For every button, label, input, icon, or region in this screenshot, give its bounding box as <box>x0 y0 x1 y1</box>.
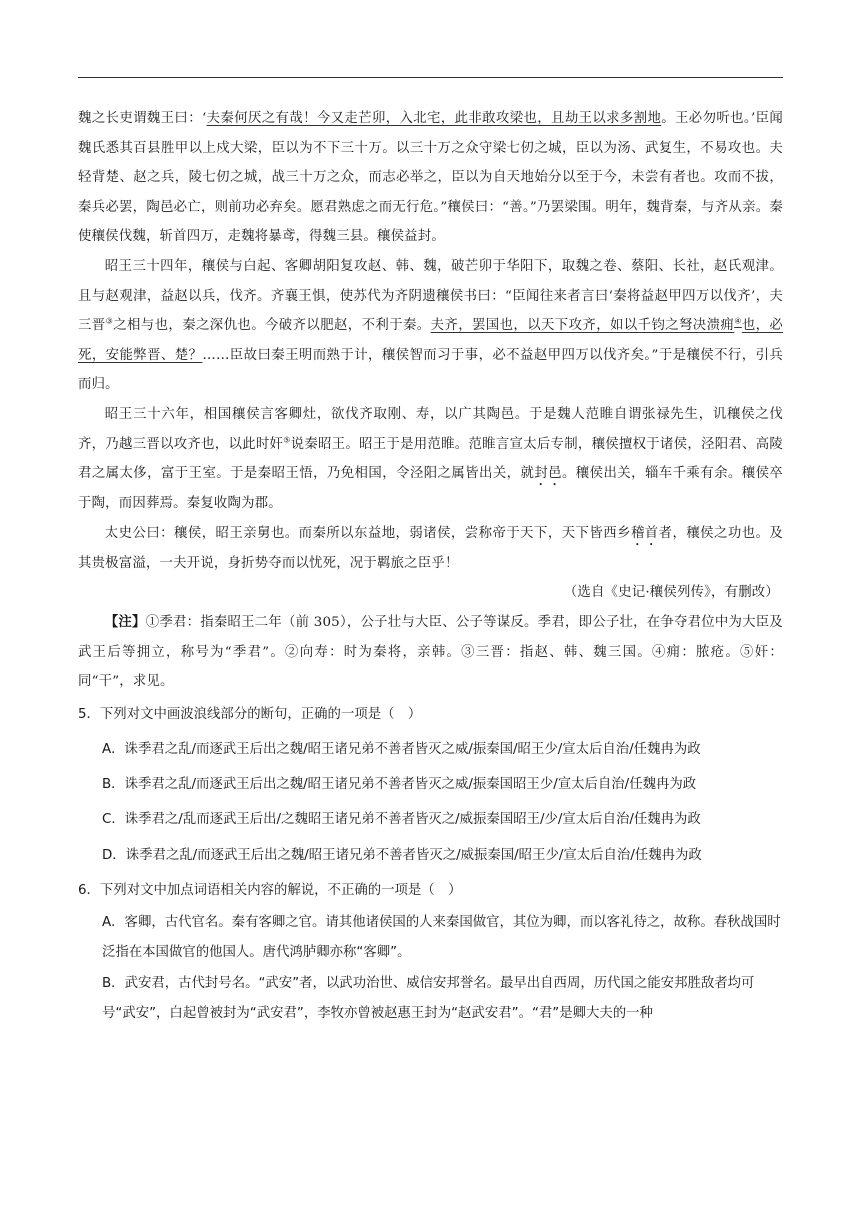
passage-paragraph-3 <box>78 400 783 519</box>
passage-paragraph-4 <box>78 519 783 579</box>
p3-text-a: 昭王三十六年，相国穰侯言客卿灶，欲伐齐取刚、寿，以广其陶邑。于是魏人范睢自谓张禄先生，讥穰侯之伐齐，乃越三晋以攻齐也，以此时奸 <box>78 406 783 452</box>
question-6-option-a[interactable]: A．客卿，古代官名。秦有客卿之官。请其他诸侯国的人来秦国做官，其位为卿，而以客礼待之，故称。春秋战国时泛指在本国做官的他国人。唐代鸿胪卿亦称“客卿”。 <box>102 914 781 961</box>
p3-text-b: 说秦昭王。昭王于是用范睢。范睢言宣太后专制，穰侯擅权于诸侯，泾阳君、高陵君之属太侈，富于王室。于是秦昭王悟，乃免相国，令泾阳之属皆出关，就 <box>78 436 784 482</box>
p1-text-a: 魏之长吏谓魏王曰：‘ <box>78 111 207 126</box>
p1-text-b: 。王必勿听也。’臣闻魏氏悉其百县胜甲以上戍大梁，臣以为不下三十万。以三十万之众守梁七仞之城，臣以为汤、武复生，不易攻也。夫轻背楚、赵之兵，陵七仞之城，战三十万之众，而志必举之，臣以为自天地始分以至于今，未尝有者也。攻而不拔，秦兵必罢，陶邑必亡，则前功必弃矣。愿君熟虑之而无行危。”穰侯曰：“善。”乃罢梁围。明年，魏背秦，与齐从亲。秦使穰侯伐魏，斩首四万，走魏将暴鸢，得魏三县。穰侯益封。 <box>78 111 783 245</box>
p2-text-b: 之相与也，秦之深仇也。今破齐以肥赵，不利于秦。 <box>113 318 431 334</box>
question-5-option-d[interactable]: D．诛季君之乱/而逐武王后出之魏/昭王诸兄弟不善者皆灭之/威振秦国/昭王少/宣太后自治/任魏冉为政 <box>102 847 702 863</box>
footnote-ref-4: ④ <box>734 316 742 326</box>
p1-underlined: 夫秦何厌之有哉！今又走芒卯，入北宅，此非敢攻梁也，且劫王以求多割地 <box>206 111 662 126</box>
question-6-stem: 6．下列对文中加点词语相关内容的解说，不正确的一项是（ ） <box>78 882 462 898</box>
p3-dotted-term: 封邑 <box>534 466 562 482</box>
p4-dotted-term: 稽首 <box>630 525 659 541</box>
footnote-ref-3: ③ <box>105 316 114 326</box>
p3-text-c: 。穰侯出关，辎车千乘有余。穰侯卒于陶，而因葬焉。秦复收陶为郡。 <box>78 466 783 512</box>
passage-paragraph-2 <box>78 252 783 400</box>
passage-paragraph-1 <box>78 104 783 252</box>
header-rule <box>78 77 783 78</box>
p2-underlined-a: 夫齐，罢国也，以天下攻齐，如以千钧之弩决溃痈 <box>430 318 735 334</box>
p2-text-c: ……臣故曰秦王明而熟于计，穰侯智而习于事，必不益赵甲四万以伐齐矣。”于是穰侯不行，引兵而归。 <box>78 347 783 393</box>
question-5-stem: 5．下列对文中画波浪线部分的断句，正确的一项是（ ） <box>78 706 422 722</box>
source-citation: （选自《史记·穰侯列传》，有删改） <box>563 585 779 601</box>
question-5-option-a[interactable]: A．诛季君之乱/而逐武王后出之魏/昭王诸兄弟不善者皆灭之威/振秦国/昭王少/宣太后自治/任魏冉为政 <box>102 741 701 757</box>
document-content <box>78 104 783 1030</box>
p4-text-b: 者，穰侯之功也。及其贵极富溢，一夫开说，身折势夺而以忧死，况于羁旅之臣乎！ <box>78 525 783 571</box>
question-5-option-b[interactable]: B．诛季君之乱/而逐武王后出之魏/昭王诸兄弟不善者皆灭之威/振秦国昭王少/宣太后自治/任魏冉为政 <box>102 777 697 793</box>
question-5-option-c[interactable]: C．诛季君之/乱而逐武王后出/之魏昭王诸兄弟不善者皆灭之/威振秦国昭王/少/宣太后自治/任魏冉为政 <box>102 812 701 828</box>
footnote-ref-5: ⑤ <box>283 435 291 445</box>
question-6-option-b[interactable]: B．武安君，古代封号名。“武安”者，以武功治世、威信安邦誉名。最早出自西周，历代国之能安邦胜敌者均可号“武安”，白起曾被封为“武安君”，李牧亦曾被赵惠王封为“赵武安君”。“君”是卿大夫的一种 <box>102 975 755 1022</box>
p2-text-a: 昭王三十四年，穰侯与白起、客卿胡阳复攻赵、韩、魏，破芒卯于华阳下，取魏之卷、蔡阳、长社，赵氏观津。且与赵观津，益赵以兵，伐齐。齐襄王惧，使苏代为齐阴遗穰侯书曰：“臣闻往来者言曰‘秦将益赵甲四万以伐齐’，夫三晋 <box>78 258 783 334</box>
annotation-note <box>78 608 783 697</box>
p4-text-a: 太史公曰：穰侯，昭王亲舅也。而秦所以东益地，弱诸侯，尝称帝于天下，天下皆西乡 <box>104 525 631 541</box>
p2-underlined-b: 也，必死，安能弊晋、楚？ <box>78 318 784 363</box>
note-text: ①季君：指秦昭王二年（前 305），公子壮与大臣、公子等谋反。季君，即公子壮，在争夺君位中为大臣及武王后等拥立，称号为“季君”。②向寿：时为秦将，亲韩。③三晋：指赵、韩、魏三国。④痈：脓疮。⑤奸：同“干”，求见。 <box>78 614 783 690</box>
note-label: 【注】 <box>104 613 146 630</box>
